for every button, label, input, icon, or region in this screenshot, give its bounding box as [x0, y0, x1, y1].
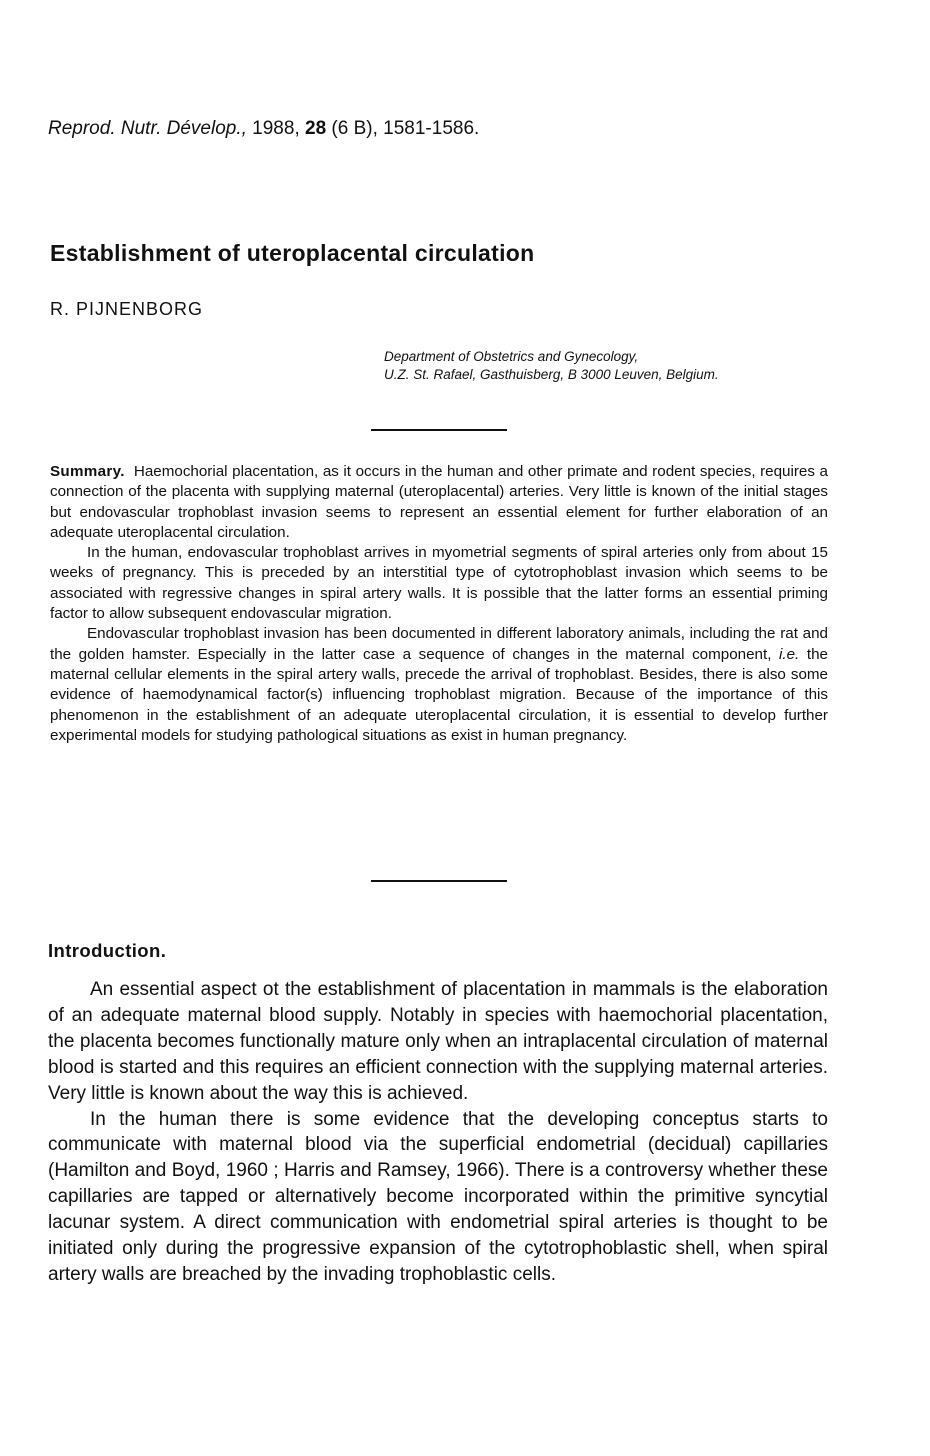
affiliation-line-2: U.Z. St. Rafael, Gasthuisberg, B 3000 Leuven, Belgium.	[384, 367, 719, 382]
introduction-heading: Introduction.	[48, 940, 167, 961]
summary-text-1: Haemochorial placentation, as it occurs in the human and other primate and rodent species, requires a connection of the placenta with supplying maternal (uteroplacental) arteries. Very little is known of the initial stages but endovascular trophoblast invasion seems to represent an essential element for further elaboration of an adequate uteroplacental circulation.	[50, 463, 828, 541]
author-affiliation	[384, 348, 719, 384]
introduction-paragraph-2: In the human there is some evidence that the developing conceptus starts to communicate with maternal blood via the superficial endometrial (decidual) capillaries (Hamilton and Boyd, 1960 ; Harris and Ramsey, 1966). There is a controversy whether these capillaries are tapped or alternatively become incorporated within the primitive syncytial lacunar system. A direct communication with endometrial spiral arteries is thought to be initiated only during the progressive expansion of the cytotrophoblastic shell, when spiral artery walls are breached by the invading trophoblastic cells.	[48, 1108, 828, 1285]
author-name: R. PIJNENBORG	[50, 299, 204, 319]
affiliation-line-1: Department of Obstetrics and Gynecology,	[384, 349, 639, 364]
summary-text-3b: the maternal cellular elements in the spiral artery walls, precede the arrival of trophoblast. Besides, there is also some evidence of haemodynamical factor(s) influencing trophoblast migration. Because of the importance of this phenomenon in the establishment of an adequate uteroplacental circulation, it is essential to develop further experimental models for studying pathological situations as exist in human pregnancy.	[50, 645, 828, 744]
summary-label: Summary.	[50, 463, 125, 480]
introduction-body	[48, 977, 828, 1288]
citation-year: 1988,	[252, 118, 300, 139]
summary-text-3a: Endovascular trophoblast invasion has been documented in different laboratory animals, including the rat and the golden hamster. Especially in the latter case a sequence of changes in the maternal component,	[50, 625, 828, 663]
citation-issue-pages: (6 B), 1581-1586.	[331, 118, 480, 139]
summary-section	[50, 462, 828, 746]
summary-text-3-ie: i.e.	[779, 645, 800, 663]
divider-rule-bottom	[371, 880, 507, 882]
summary-paragraph-2: In the human, endovascular trophoblast arrives in myometrial segments of spiral arteries only from about 15 weeks of pregnancy. This is preceded by an interstitial type of cytotrophoblast invasion which seems to be associated with regressive changes in spiral artery walls. It is possible that the latter forms an essential priming factor to allow subsequent endovascular migration.	[50, 544, 828, 623]
citation-volume: 28	[305, 118, 327, 139]
introduction-paragraph-1: An essential aspect ot the establishment of placentation in mammals is the elaboration of an adequate maternal blood supply. Notably in species with haemochorial placentation, the placenta becomes functionally mature only when an intraplacental circulation of maternal blood is started and this requires an efficient connection with the supplying maternal arteries. Very little is known about the way this is achieved.	[48, 979, 828, 1104]
article-title: Establishment of uteroplacental circulation	[50, 240, 535, 266]
divider-rule-top	[371, 429, 507, 431]
journal-name: Reprod. Nutr. Dévelop.,	[48, 118, 247, 139]
summary-paragraph-1	[50, 462, 828, 543]
journal-citation	[48, 118, 479, 140]
summary-paragraph-3	[50, 624, 828, 746]
